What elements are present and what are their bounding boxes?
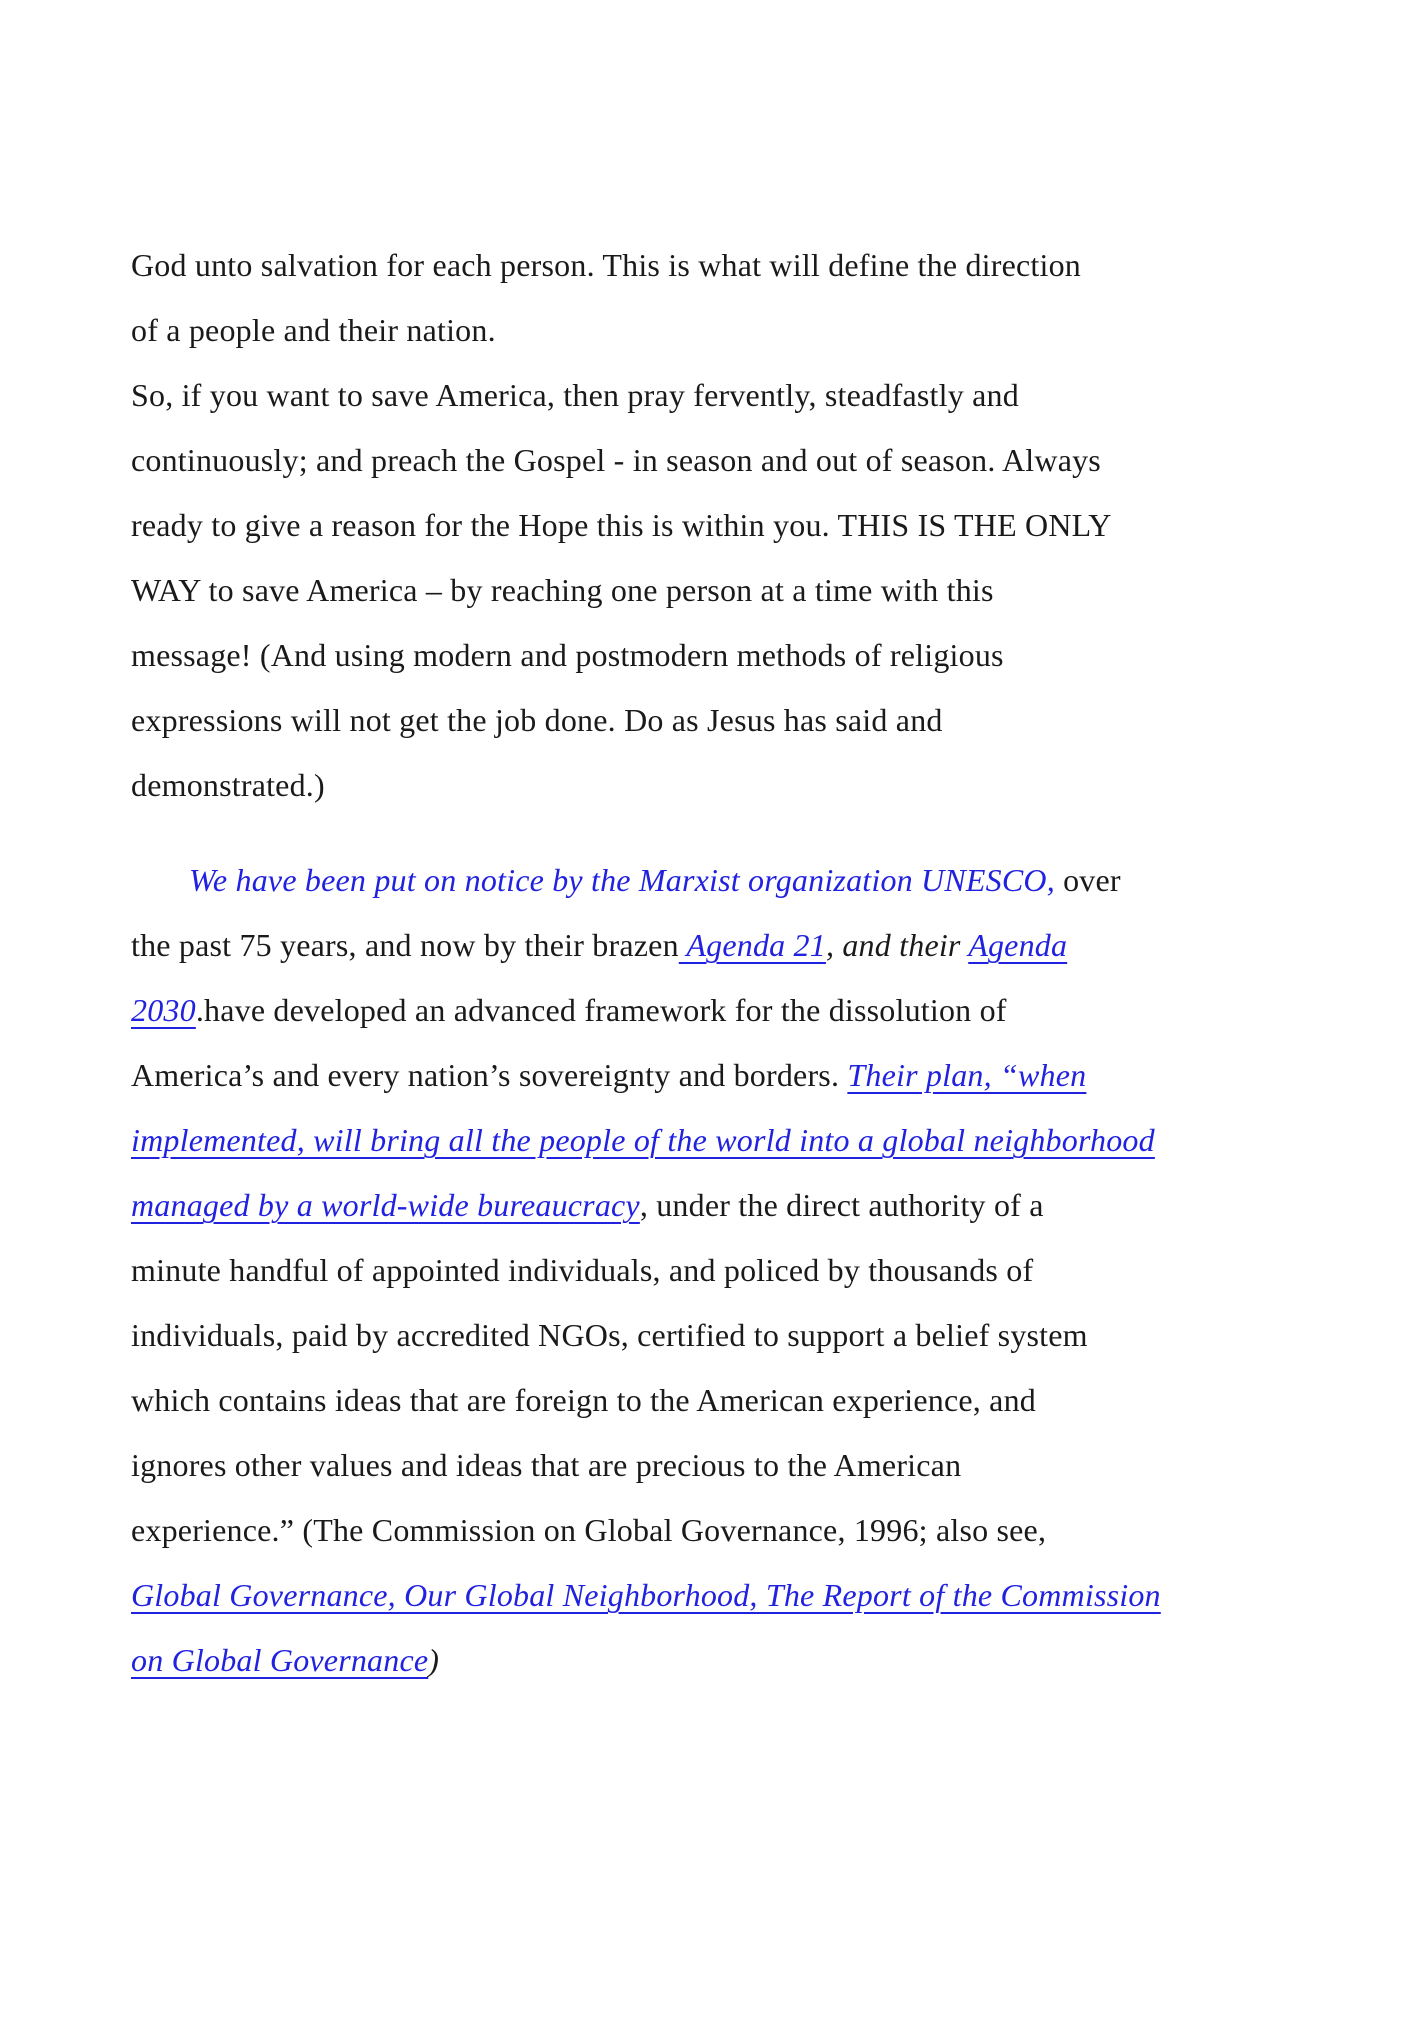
text-run: individuals, paid by accredited NGOs, certified to support a belief system (131, 1317, 1088, 1353)
text-line (131, 623, 1368, 688)
text-run: minute handful of appointed individuals, and policed by thousands of (131, 1252, 1034, 1288)
text-line (131, 1368, 1368, 1433)
text-run: ready to give a reason for the Hope this is within you. THIS IS THE ONLY (131, 507, 1112, 543)
text-run: , under the direct authority of a (639, 1187, 1044, 1223)
text-line (131, 1498, 1368, 1563)
hyperlink[interactable]: 2030 (131, 992, 196, 1028)
text-line (131, 558, 1368, 623)
text-line (131, 753, 1368, 818)
text-run: America’s and every nation’s sovereignty and borders. (131, 1057, 848, 1093)
paragraph-salvation (131, 233, 1368, 363)
text-run: continuously; and preach the Gospel - in season and out of season. Always (131, 442, 1101, 478)
text-line (131, 913, 1368, 978)
text-line (131, 233, 1368, 298)
blue-emphasis-text: We have been put on notice by the Marxist organization UNESCO, (189, 862, 1055, 898)
paragraph-save-america (131, 363, 1368, 818)
text-line (131, 1108, 1368, 1173)
text-run: expressions will not get the job done. Do as Jesus has said and (131, 702, 943, 738)
hyperlink[interactable]: implemented, will bring all the people of the world into a global neighborhood (131, 1122, 1155, 1158)
text-run: , and their (825, 927, 969, 963)
text-line (131, 1433, 1368, 1498)
text-run: over (1054, 862, 1121, 898)
text-line (131, 848, 1368, 913)
text-line (131, 1563, 1368, 1628)
text-run: So, if you want to save America, then pray fervently, steadfastly and (131, 377, 1019, 413)
hyperlink[interactable]: Agenda (968, 927, 1068, 963)
text-run: which contains ideas that are foreign to the American experience, and (131, 1382, 1036, 1418)
text-line (131, 428, 1368, 493)
paragraph-unesco-agenda (131, 848, 1368, 1693)
text-run: WAY to save America – by reaching one person at a time with this (131, 572, 994, 608)
text-line (131, 363, 1368, 428)
text-run: the past 75 years, and now by their brazen (131, 927, 679, 963)
hyperlink[interactable]: Agenda 21 (678, 927, 826, 963)
hyperlink[interactable]: managed by a world-wide bureaucracy (131, 1187, 640, 1223)
text-run: .have developed an advanced framework for the dissolution of (195, 992, 1007, 1028)
text-run: God unto salvation for each person. This is what will define the direction (131, 247, 1081, 283)
text-run: ignores other values and ideas that are precious to the American (131, 1447, 962, 1483)
text-run: of a people and their nation. (131, 312, 496, 348)
text-line (131, 493, 1368, 558)
text-line (131, 1173, 1368, 1238)
text-run: message! (And using modern and postmodern methods of religious (131, 637, 1004, 673)
text-line (131, 1628, 1368, 1693)
text-run: experience.” (The Commission on Global Governance, 1996; also see, (131, 1512, 1047, 1548)
hyperlink[interactable]: Their plan, “when (847, 1057, 1087, 1093)
text-line (131, 688, 1368, 753)
hyperlink[interactable]: Global Governance, Our Global Neighborhood, The Report of the Commission (131, 1577, 1161, 1613)
text-line (131, 1043, 1368, 1108)
text-line (131, 1303, 1368, 1368)
text-line (131, 1238, 1368, 1303)
text-line (131, 298, 1368, 363)
text-run: demonstrated.) (131, 767, 325, 803)
text-line (131, 978, 1368, 1043)
hyperlink[interactable]: on Global Governance (131, 1642, 429, 1678)
text-run: ) (428, 1642, 440, 1678)
